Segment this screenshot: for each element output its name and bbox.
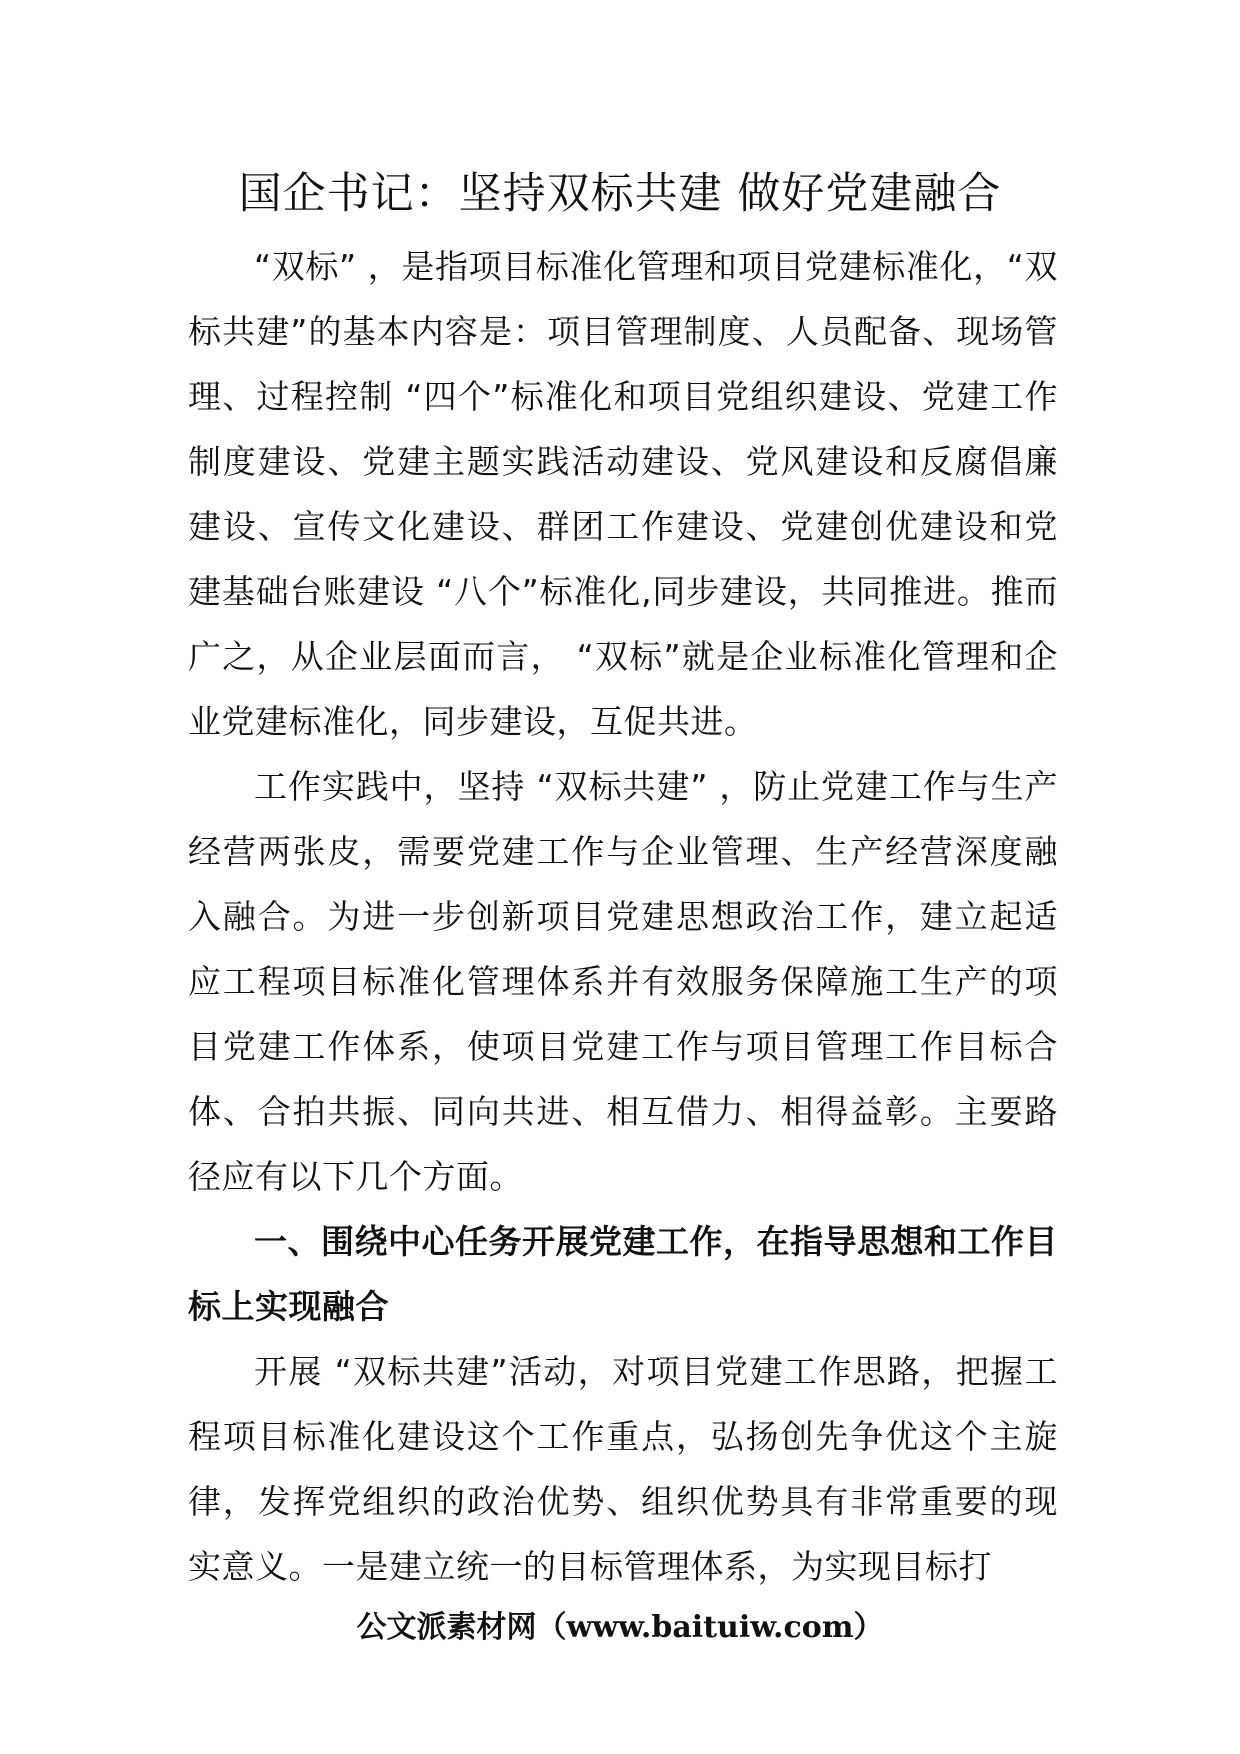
paragraph-shuangbiao-definition: “双标” ，是指项目标准化管理和项目党建标准化，“双标共建”的基本内容是：项目管理制度、人员配备、现场管理、过程控制 “四个”标准化和项目党组织建设、党建工作制度建设、党建主题实践活动建设、党风建设和反腐倡廉建设、宣传文化建设、群团工作建设、党建创优建设和党建基础台账建设 “八个”标准化,同步建设，共同推进。推而广之，从企业层面而言， “双标”就是企业标准化管理和企业党建标准化，同步建设，互促共进。 bbox=[188, 247, 1058, 741]
paragraph-work-practice: 工作实践中，坚持 “双标共建” ，防止党建工作与生产经营两张皮，需要党建工作与企业管理、生产经营深度融入融合。为进一步创新项目党建思想政治工作，建立起适应工程项目标准化管理体系并有效服务保障施工生产的项目党建工作体系，使项目党建工作与项目管理工作目标合体、合拍共振、同向共进、相互借力、相得益彰。主要路径应有以下几个方面。 bbox=[188, 767, 1058, 1196]
paragraph-section-one: 开展 “双标共建”活动，对项目党建工作思路，把握工程项目标准化建设这个工作重点，弘扬创先争优这个主旋律，发挥党组织的政治优势、组织优势具有非常重要的现实意义。一是建立统一的目标管理体系，为实现目标打 bbox=[188, 1352, 1058, 1586]
section-heading: 一、围绕中心任务开展党建工作，在指导思想和工作目标上实现融合 bbox=[188, 1222, 1058, 1326]
document-title: 国企书记：坚持双标共建 做好党建融合 bbox=[238, 169, 1002, 219]
document-body bbox=[188, 234, 1058, 1599]
footer-watermark: 公文派素材网（www.baituiw.com） bbox=[356, 1610, 884, 1645]
